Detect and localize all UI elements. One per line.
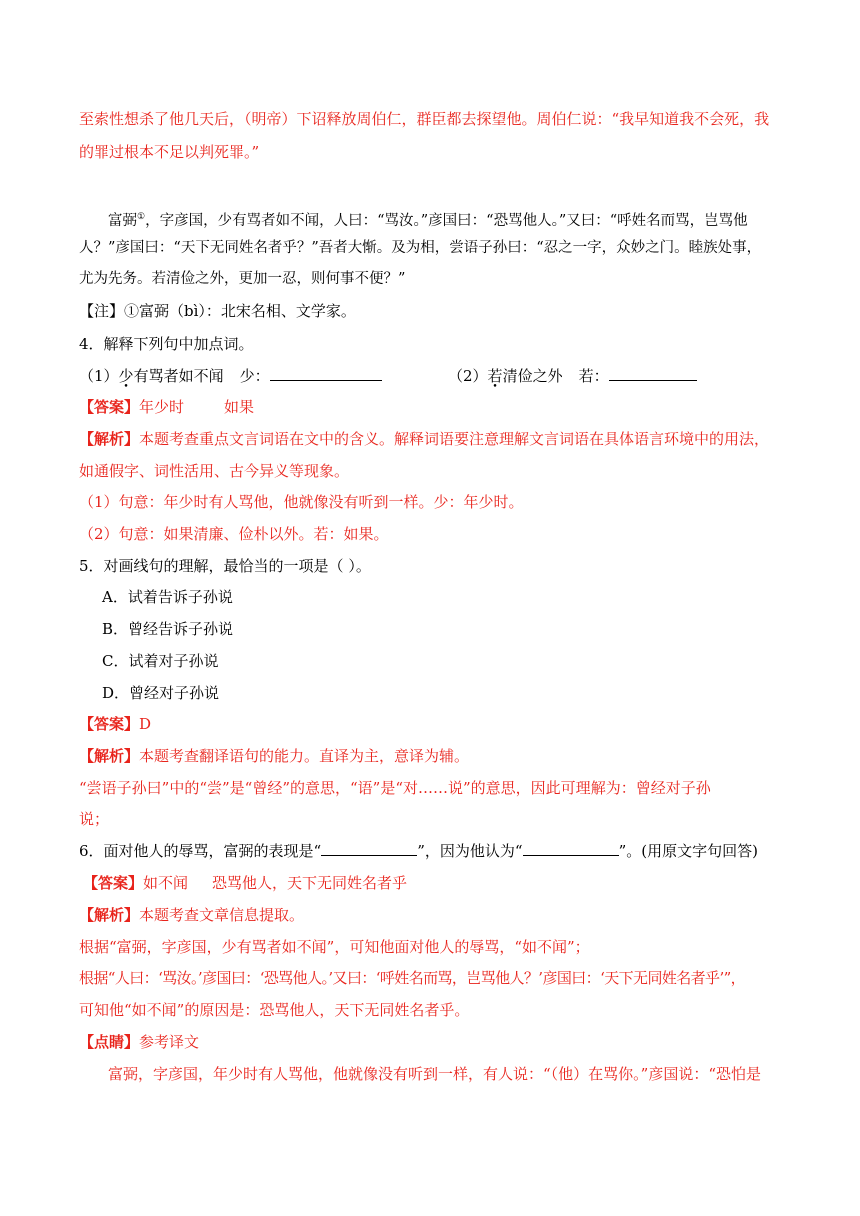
q4-item-1-blank[interactable] [270,366,382,381]
highlight-translation-line-1: 富弼，字彦国，年少时有人骂他，他就像没有听到一样，有人说：“（他）在骂你。”彦国说：“恐怕是 [108,1065,762,1083]
intro-translation-line-1: 至索性想杀了他几天后，（明帝）下诏释放周伯仁，群臣都去探望他。周伯仁说：“我早知道我不会死，我 [79,110,770,128]
q6-analysis-line-1 [79,905,304,925]
passage-line-2: 人？”彦国曰：“天下无同姓名者乎？”吾者大惭。及为相，尝语子孙曰：“忍之一字，众妙之门。睦族处事， [79,240,762,256]
q4-analysis-text: 本题考查重点文言词语在文中的含义。解释词语要注意理解文言词语在具体语言环境中的用法， [139,430,770,448]
q5-option-a[interactable]: A．试着告诉子孙说 [102,588,233,606]
answer-tag: 【答案】 [79,715,140,733]
passage-line-3: 尤为先务。若清俭之外，更加一忍，则何事不便？” [79,271,406,287]
q6-analysis-line-2: 根据“富弼，字彦国，少有骂者如不闻”，可知他面对他人的辱骂，“如不闻”； [79,938,590,956]
q5-analysis-text: 本题考查翻译语句的能力。直译为主，意译为辅。 [139,747,470,765]
q5-analysis-line-2: “尝语子孙曰”中的“尝”是“曾经”的意思，“语”是“对……说”的意思，因此可理解为：曾经对子孙 [79,779,711,797]
answer-tag: 【答案】 [83,874,144,892]
q4-answer-1: 年少时 [139,398,185,416]
answer-tag: 【答案】 [79,398,140,416]
q5-answer-value: D [139,715,152,733]
q4-item-2-dotted-word: 若 [487,367,503,385]
q6-blank-2[interactable] [523,841,619,856]
q6-answer [83,873,407,893]
q6-stem-part: ”，因为他认为“ [417,842,523,860]
q4-item-2-rest: 清俭之外 [502,367,563,385]
q6-answer-1: 如不闻 [143,874,189,892]
q6-stem-part: 6．面对他人的辱骂，富弼的表现是“ [79,842,322,860]
q4-item-1-label: 少： [239,367,270,385]
q5-stem: 5．对画线句的理解，最恰当的一项是（ ）。 [79,557,371,575]
highlight-title: 参考译文 [139,1033,200,1051]
q4-item-1-rest: 有骂者如不闻 [133,367,224,385]
highlight-heading [79,1032,199,1052]
highlight-tag: 【点睛】 [79,1033,140,1051]
q5-analysis-line-3: 说； [79,810,110,828]
q6-stem-part: ”。(用原文字句回答) [618,842,758,860]
passage-note: 【注】①富弼（bì）：北宋名相、文学家。 [79,302,356,320]
passage-line-1 [108,207,748,231]
q5-analysis-line-1 [79,746,469,766]
q4-item-2-label: 若： [578,367,609,385]
passage-text: ，字彦国，少有骂者如不闻，人曰：“骂汝。”彦国曰：“恐骂他人。”又曰：“呼姓名而骂，岂骂他 [145,212,748,229]
q5-option-b[interactable]: B．曾经告诉子孙说 [102,620,234,638]
q4-stem: 4．解释下列句中加点词。 [79,335,254,353]
q4-analysis-line-4: （2）句意：如果清廉、俭朴以外。若：如果。 [79,525,389,543]
q6-answer-2: 恐骂他人，天下无同姓名者乎 [212,874,408,892]
intro-translation-line-2: 的罪过根本不足以判死罪。” [79,143,260,161]
q6-analysis-line-4: 可知他“如不闻”的原因是：恐骂他人，天下无同姓名者乎。 [79,1001,470,1019]
analysis-tag: 【解析】 [79,906,140,924]
q6-blank-1[interactable] [321,841,417,856]
q5-option-c[interactable]: C．试着对子孙说 [102,652,219,670]
q6-stem [79,841,758,861]
q4-item-1-prefix: （1） [79,367,119,385]
q6-analysis-text: 本题考查文章信息提取。 [139,906,305,924]
q4-item-1-dotted-word: 少 [118,367,134,385]
analysis-tag: 【解析】 [79,430,140,448]
q6-analysis-line-3: 根据“人曰：‘骂汝。’彦国曰：‘恐骂他人。’又曰：‘呼姓名而骂，岂骂他人？’彦国曰：‘天下无同姓名者乎’”， [79,969,746,987]
q5-option-d[interactable]: D．曾经对子孙说 [102,684,220,702]
q5-answer [79,714,151,734]
q4-answer-2: 如果 [224,398,255,416]
q4-answer [79,397,254,417]
q4-item-2-prefix: （2） [448,367,488,385]
passage-text: 富弼 [108,212,137,229]
q4-item-2-blank[interactable] [609,366,697,381]
q4-item-1 [79,366,382,386]
q4-analysis-line-2: 如通假字、词性活用、古今异义等现象。 [79,462,350,480]
analysis-tag: 【解析】 [79,747,140,765]
q4-analysis-line-1 [79,429,769,449]
q4-item-2 [448,366,697,386]
footnote-marker: ① [137,212,146,222]
q4-analysis-line-3: （1）句意：年少时有人骂他，他就像没有听到一样。少：年少时。 [79,493,524,511]
